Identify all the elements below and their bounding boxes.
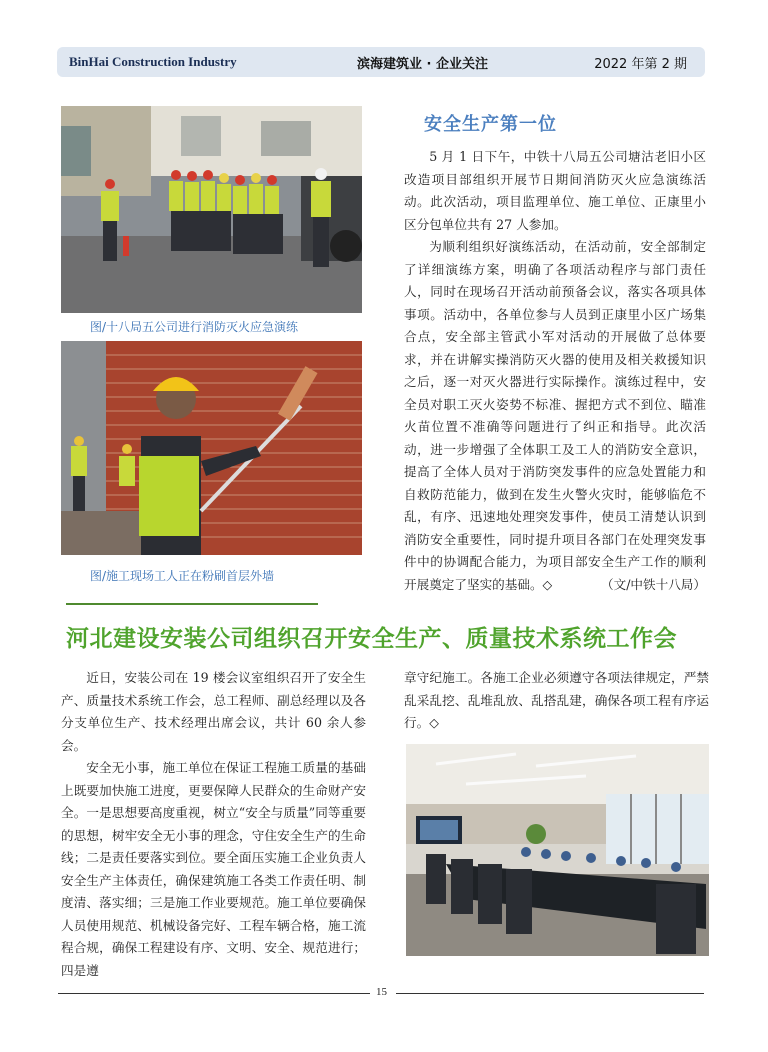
publication-name-cn: 滨海建筑业 · 企业关注 (357, 57, 488, 72)
article2-title: 河北建设安装公司组织召开安全生产、质量技术系统工作会 (66, 626, 677, 652)
article1-paragraph-2-text: 为顺利组织好演练活动，在活动前，安全部制定了详细演练方案，明确了各项活动程序与部门责任人，同时在现场召开活动前预备会议，落实各项具体事项。活动中，各单位参与人员到正康里小区广场集合点，安全部主管武小军对活动的开展做了总体要求，并在讲解实操消防灭火器的使用及相关救援知识之后，逐一对灭火器进行实际操作。演练过程中，安全员对职工灭火姿势不标准、握把方式不到位、瞄准火苗位置不准确等问题进行了纠正和指导。此次活动，进一步增强了全体职工及工人的消防安全意识，提高了全体人员对于消防突发事件的应急处置能力和自救防范能力，做到在发生火警火灾时，能够临危不乱，有序、迅速地处理突发事件，使员工清楚认识到消防安全重要性，同时提升项目各部门在处理突发事件中的协调配合能力，为项目部安全生产工作的顺利开展奠定了坚实的基础。◇ (404, 239, 706, 592)
article1-credit: （文/中铁十八局） (601, 576, 706, 592)
page-header (57, 47, 705, 77)
article1-paragraph-2 (404, 236, 706, 596)
article2-paragraph-2: 安全无小事，施工单位在保证工程施工质量的基础上既要加快施工进度，更要保障人民群众的生命财产安全。一是思想要高度重视，树立“安全与质量”同等重要的思想，树牢安全无小事的理念，守住安全生产的生命线；二是责任要落实到位。要全面压实施工企业负责人安全生产主体责任，确保建筑施工各类工作责任明、制度清、落实细；三是施工作业要规范。施工单位要确保人员使用规范、机械设备完好、工程车辆合格，施工流程合规，确保工程建设有序、文明、安全、规范进行；四是遵 (61, 760, 366, 978)
photo-meeting-room (406, 744, 709, 956)
photo-fire-drill (61, 106, 362, 313)
footer-rule-right (396, 993, 704, 994)
article2-paragraph-1: 近日，安装公司在 19 楼会议室组织召开了安全生产、质量技术系统工作会，总工程师、副总经理以及各分支单位生产、技术经理出席会议，共计 60 余人参会。 (61, 670, 366, 753)
page-number: 15 (376, 986, 387, 998)
photo-wall-painting (61, 341, 362, 555)
publication-name-en: BinHai Construction Industry (69, 54, 237, 69)
article2-column-2 (404, 667, 709, 735)
article1-body (404, 146, 706, 596)
article2-column-1 (61, 667, 366, 982)
section-divider (66, 603, 318, 605)
footer-rule-left (58, 993, 370, 994)
photo-wall-painting-caption: 图/施工现场工人正在粉刷首层外墙 (90, 569, 275, 583)
issue-number: 2022 年第 2 期 (594, 57, 687, 72)
article1-title: 安全生产第一位 (424, 114, 557, 135)
article2-paragraph-continued: 章守纪施工。各施工企业必须遵守各项法律规定，严禁乱采乱挖、乱堆乱放、乱搭乱建，确保各项工程有序运行。◇ (404, 670, 709, 730)
photo-fire-drill-caption: 图/十八局五公司进行消防灭火应急演练 (90, 320, 299, 334)
article1-paragraph-1: 5 月 1 日下午，中铁十八局五公司塘沽老旧小区改造项目部组织开展节日期间消防灭火应急演练活动。此次活动，项目监理单位、施工单位、正康里小区分包单位共有 27 人参加。 (404, 149, 706, 232)
